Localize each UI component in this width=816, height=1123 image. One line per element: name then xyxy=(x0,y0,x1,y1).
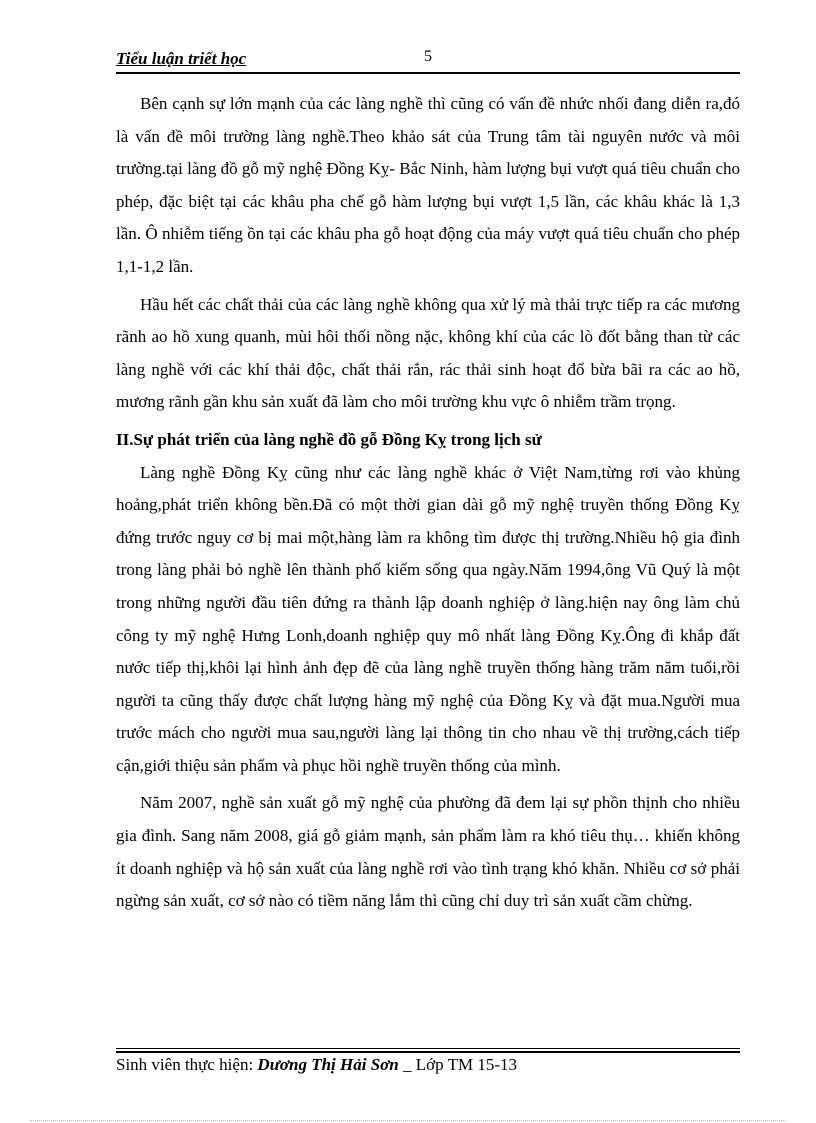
paragraph-1: Bên cạnh sự lớn mạnh của các làng nghề thì cũng có vấn đề nhức nhối đang diễn ra,đó là vấn đề môi trường làng nghề.Theo khảo sát của Trung tâm tài nguyên nước và môi trường.tại làng đồ gỗ mỹ nghệ Đồng Kỵ- Bắc Ninh, hàm lượng bụi vượt quá tiêu chuẩn cho phép, đặc biệt tại các khâu pha chế gỗ hàm lượng bụi vượt 1,5 lần, các khâu khác là 1,3 lần. Ô nhiễm tiếng ồn tại các khâu pha gỗ hoạt động của máy vượt quá tiêu chuẩn cho phép 1,1-1,2 lần. xyxy=(116,94,740,276)
student-name: Dương Thị Hải Sơn xyxy=(257,1055,399,1074)
document-body xyxy=(116,88,740,923)
paragraph-3: Làng nghề Đồng Kỵ cũng như các làng nghề khác ở Việt Nam,từng rơi vào khủng hoảng,phát triển không bền.Đã có một thời gian dài gỗ mỹ nghệ truyền thống Đồng Kỵ đứng trước nguy cơ bị mai một,hàng làm ra không tìm được thị trường.Nhiều hộ gia đình trong làng phải bỏ nghề lên thành phố kiếm sống qua ngày.Năm 1994,ông Vũ Quý là một trong những người đầu tiên đứng ra thành lập doanh nghiệp ở làng.hiện nay ông làm chủ công ty mỹ nghệ Hưng Lonh,doanh nghiệp quy mô nhất làng Đồng Kỵ.Ông đi khắp đất nước tiếp thị,khôi lại hình ảnh đẹp đẽ của làng nghề truyền thống hàng trăm năm tuổi,rồi người ta cũng thấy được chất lượng hàng mỹ nghệ của Đồng Kỵ và đặt mua.Người mua trước mách cho người mua sau,người làng lại thông tin cho nhau về thị trường,cách tiếp cận,giới thiệu sản phẩm và phục hồi nghề truyền thống của mình. xyxy=(116,462,740,775)
page-number: 5 xyxy=(424,48,432,65)
footer-label: Sinh viên thực hiện: xyxy=(116,1055,254,1074)
page-footer xyxy=(116,1055,517,1075)
header-title: Tiểu luận triết học xyxy=(116,49,247,68)
footer-rule-thin xyxy=(116,1048,740,1049)
paragraph-4: Năm 2007, nghề sản xuất gỗ mỹ nghệ của phường đã đem lại sự phồn thịnh cho nhiều gia đình. Sang năm 2008, giá gỗ giảm mạnh, sản phẩm làm ra khó tiêu thụ… khiến không ít doanh nghiệp và hộ sản xuất của làng nghề rơi vào tình trạng khó khăn. Nhiều cơ sở phải ngừng sản xuất, cơ sở nào có tiềm năng lắm thì cũng chỉ duy trì sản xuất cầm chừng. xyxy=(116,793,740,911)
section-heading: II.Sự phát triển của làng nghề đồ gỗ Đồng Kỵ trong lịch sử xyxy=(116,429,542,449)
footer-rule-thick xyxy=(116,1051,740,1053)
paragraph-2: Hầu hết các chất thải của các làng nghề không qua xử lý mà thải trực tiếp ra các mương rãnh ao hồ xung quanh, mùi hôi thối nồng nặc, không khí của các lò đốt bằng than từ các làng nghề với các khí thải độc, chất thải rắn, rác thải sinh hoạt đổ bừa bãi ra các ao hồ, mương rãnh gần khu sản xuất đã làm cho môi trường khu vực ô nhiễm trầm trọng. xyxy=(116,294,740,412)
class-info: _ Lớp TM 15-13 xyxy=(403,1055,517,1074)
page-boundary-dotted xyxy=(30,1120,786,1121)
page-header xyxy=(116,46,740,74)
